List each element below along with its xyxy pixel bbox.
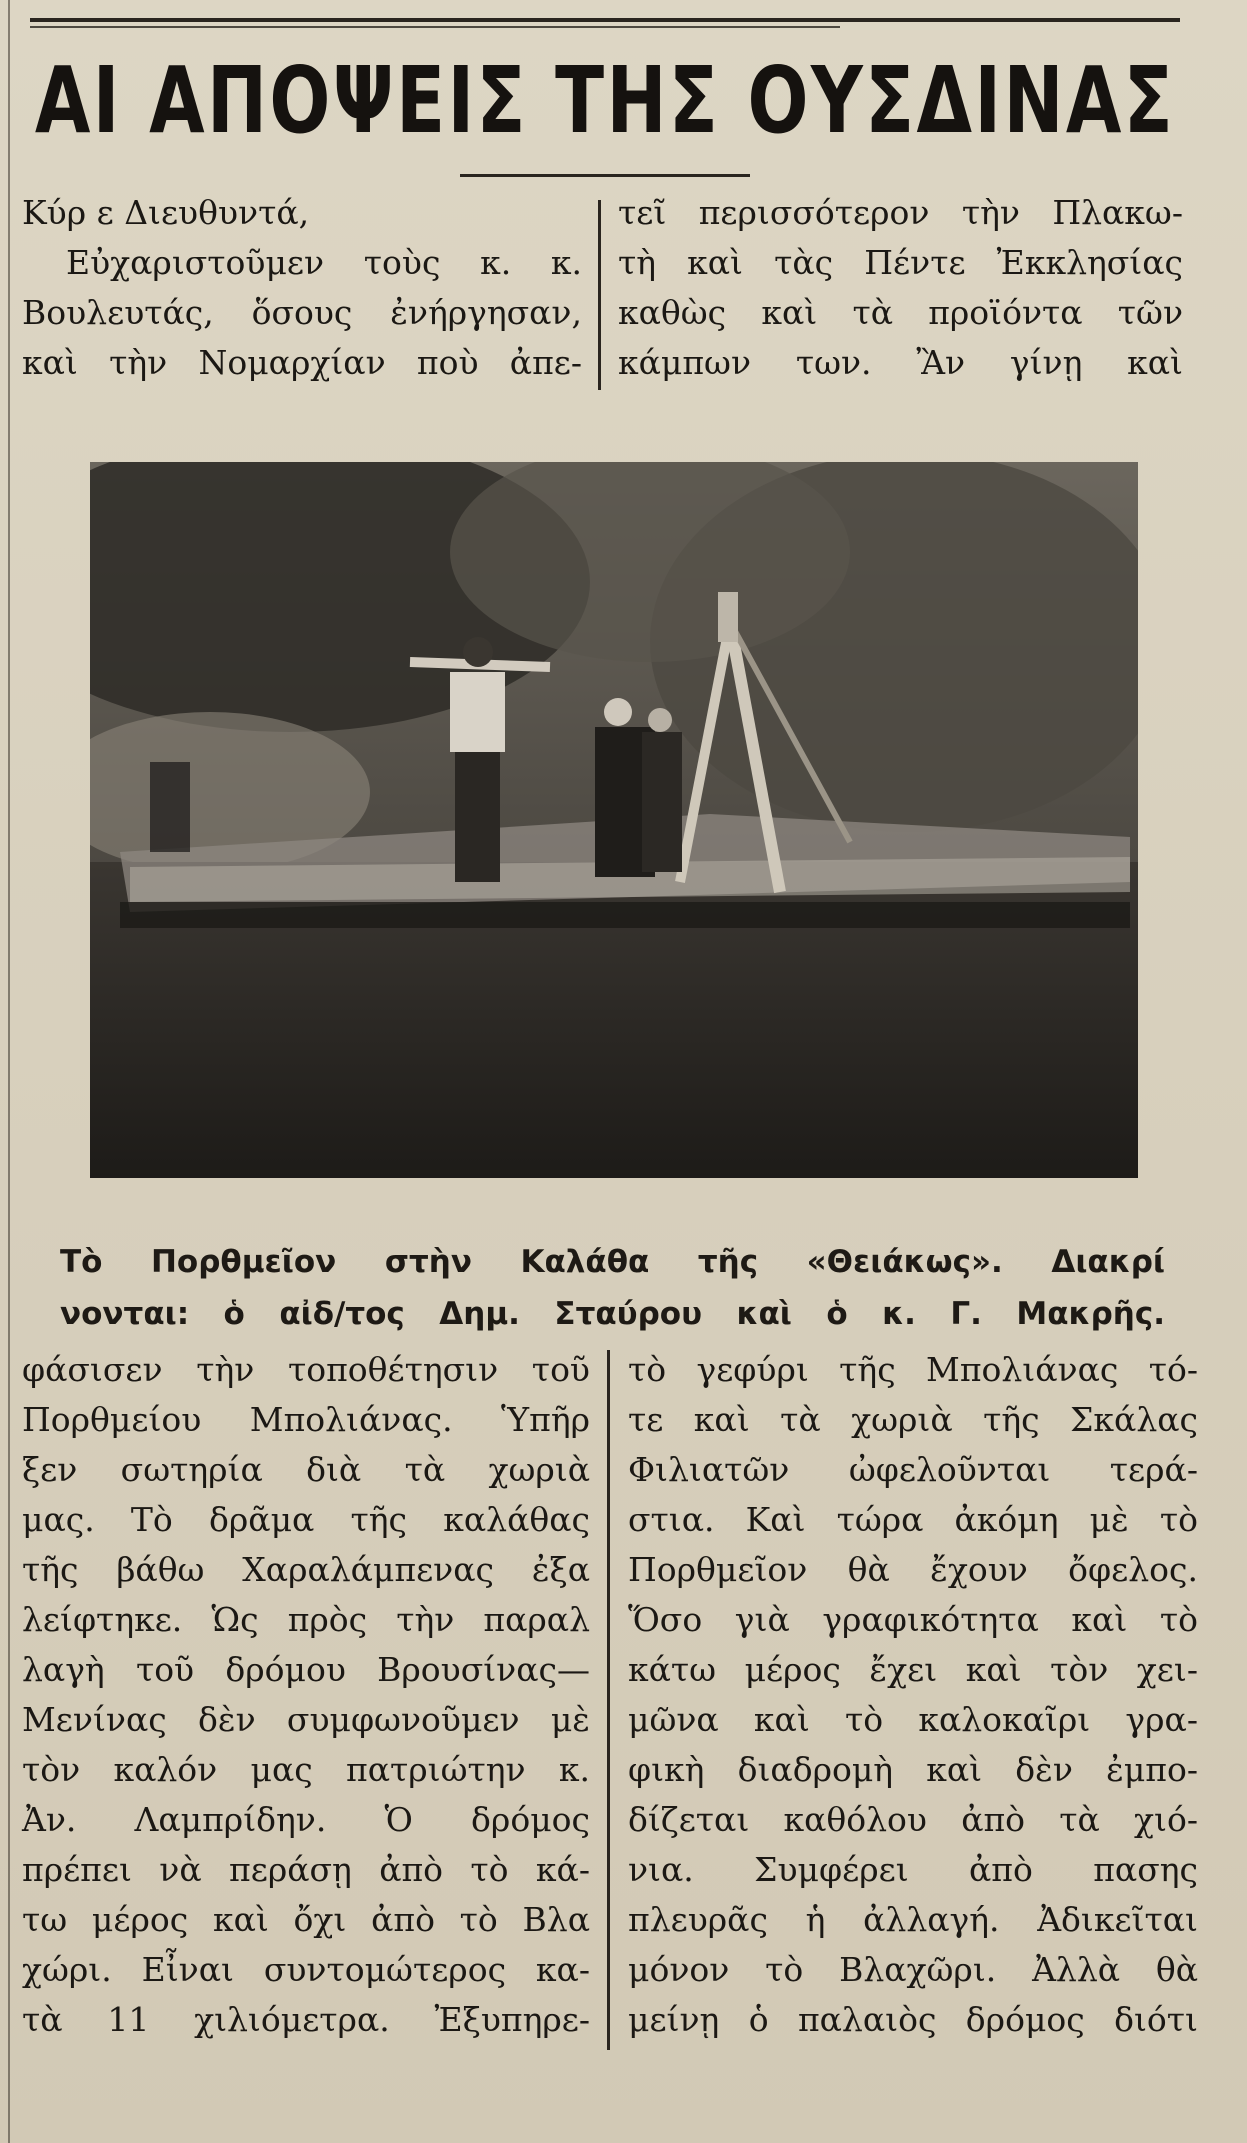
photo-caption — [60, 1236, 1165, 1340]
column-divider — [598, 200, 601, 390]
caption-line: Τὸ Πορθμεῖον στὴν Καλάθα τῆς «Θειάκως». Διακρί — [60, 1244, 1165, 1280]
text-line: κάμπων των. Ἂν γίνῃ καὶ — [618, 343, 1183, 382]
text-line: μείνῃ ὁ παλαιὸς δρόμος διότι — [628, 2000, 1198, 2039]
text-line: κάτω μέρος ἔχει καὶ τὸν χει- — [628, 1650, 1198, 1689]
text-line: Πορθμείου Μπολιάνας. Ὑπῆρ — [22, 1400, 590, 1439]
text-line: πλευρᾶς ἡ ἀλλαγή. Ἀδικεῖται — [628, 1900, 1198, 1939]
text-line: Ἀν. Λαμπρίδην. Ὁ δρόμος — [22, 1800, 590, 1839]
column-border — [8, 0, 10, 2143]
text-line: μῶνα καὶ τὸ καλοκαῖρι γρα- — [628, 1700, 1198, 1739]
text-line: μόνον τὸ Βλαχῶρι. Ἀλλὰ θὰ — [628, 1950, 1198, 1989]
top-rule — [30, 18, 1180, 22]
text-line: Φιλιατῶν ὠφελοῦνται τερά- — [628, 1450, 1198, 1489]
text-line: Κύρ ε Διευθυντά, — [22, 193, 310, 232]
text-line: χώρι. Εἶναι συντομώτερος κα- — [22, 1950, 590, 1989]
text-line: τὰ 11 χιλιόμετρα. Ἐξυπηρε- — [22, 2000, 590, 2039]
text-line: τε καὶ τὰ χωριὰ τῆς Σκάλας — [628, 1400, 1198, 1439]
text-line: τω μέρος καὶ ὄχι ἀπὸ τὸ Βλα — [22, 1900, 590, 1939]
intro-left-column — [22, 188, 582, 388]
text-line: ξεν σωτηρία διὰ τὰ χωριὰ — [22, 1450, 590, 1489]
text-line: φάσισεν τὴν τοποθέτησιν τοῦ — [22, 1350, 590, 1389]
intro-right-column — [618, 188, 1183, 388]
caption-line: νονται: ὁ αἰδ/τος Δημ. Σταύρου καὶ ὁ κ. Γ. Μακρῆς. — [60, 1296, 1165, 1332]
text-line: τὸν καλόν μας πατριώτην κ. — [22, 1750, 590, 1789]
text-line: μας. Τὸ δρᾶμα τῆς καλάθας — [22, 1500, 590, 1539]
column-divider — [607, 1350, 610, 2050]
text-line: λείφτηκε. Ὡς πρὸς τὴν παραλ — [22, 1600, 590, 1639]
text-line: τὸ γεφύρι τῆς Μπολιάνας τό- — [628, 1350, 1198, 1389]
text-line: Πορθμεῖον θὰ ἔχουν ὄφελος. — [628, 1550, 1198, 1589]
body-right-column — [628, 1345, 1198, 2045]
headline: ΑΙ ΑΠΟΨΕΙΣ ΤΗΣ ΟΥΣΔΙΝΑΣ — [34, 46, 1176, 154]
text-line: Μενίνας δὲν συμφωνοῦμεν μὲ — [22, 1700, 590, 1739]
text-line: τεῖ περισσότερον τὴν Πλακω- — [618, 193, 1183, 232]
text-line: πρέπει νὰ περάσῃ ἀπὸ τὸ κά- — [22, 1850, 590, 1889]
text-line: δίζεται καθόλου ἀπὸ τὰ χιό- — [628, 1800, 1198, 1839]
text-line: καθὼς καὶ τὰ προϊόντα τῶν — [618, 293, 1183, 332]
body-left-column — [22, 1345, 590, 2045]
text-line: Εὐχαριστοῦμεν τοὺς κ. κ. — [66, 243, 582, 282]
text-line: καὶ τὴν Νομαρχίαν ποὺ ἀπε- — [22, 343, 582, 382]
headline-underline — [460, 174, 750, 177]
ferry-photo-image — [90, 462, 1138, 1178]
text-line: τῆς βάθω Χαραλάμπενας ἐξα — [22, 1550, 590, 1589]
text-line: φικὴ διαδρομὴ καὶ δὲν ἐμπο- — [628, 1750, 1198, 1789]
ferry-photograph — [90, 462, 1138, 1178]
top-rule-thin — [30, 26, 840, 28]
text-line: στια. Καὶ τώρα ἀκόμη μὲ τὸ — [628, 1500, 1198, 1539]
text-line: λαγὴ τοῦ δρόμου Βρουσίνας— — [22, 1650, 590, 1689]
text-line: Βουλευτάς, ὅσους ἐνήργησαν, — [22, 293, 582, 332]
text-line: νια. Συμφέρει ἀπὸ πασης — [628, 1850, 1198, 1889]
text-line: τὴ καὶ τὰς Πέντε Ἐκκλησίας — [618, 243, 1183, 282]
text-line: Ὅσο γιὰ γραφικότητα καὶ τὸ — [628, 1600, 1198, 1639]
